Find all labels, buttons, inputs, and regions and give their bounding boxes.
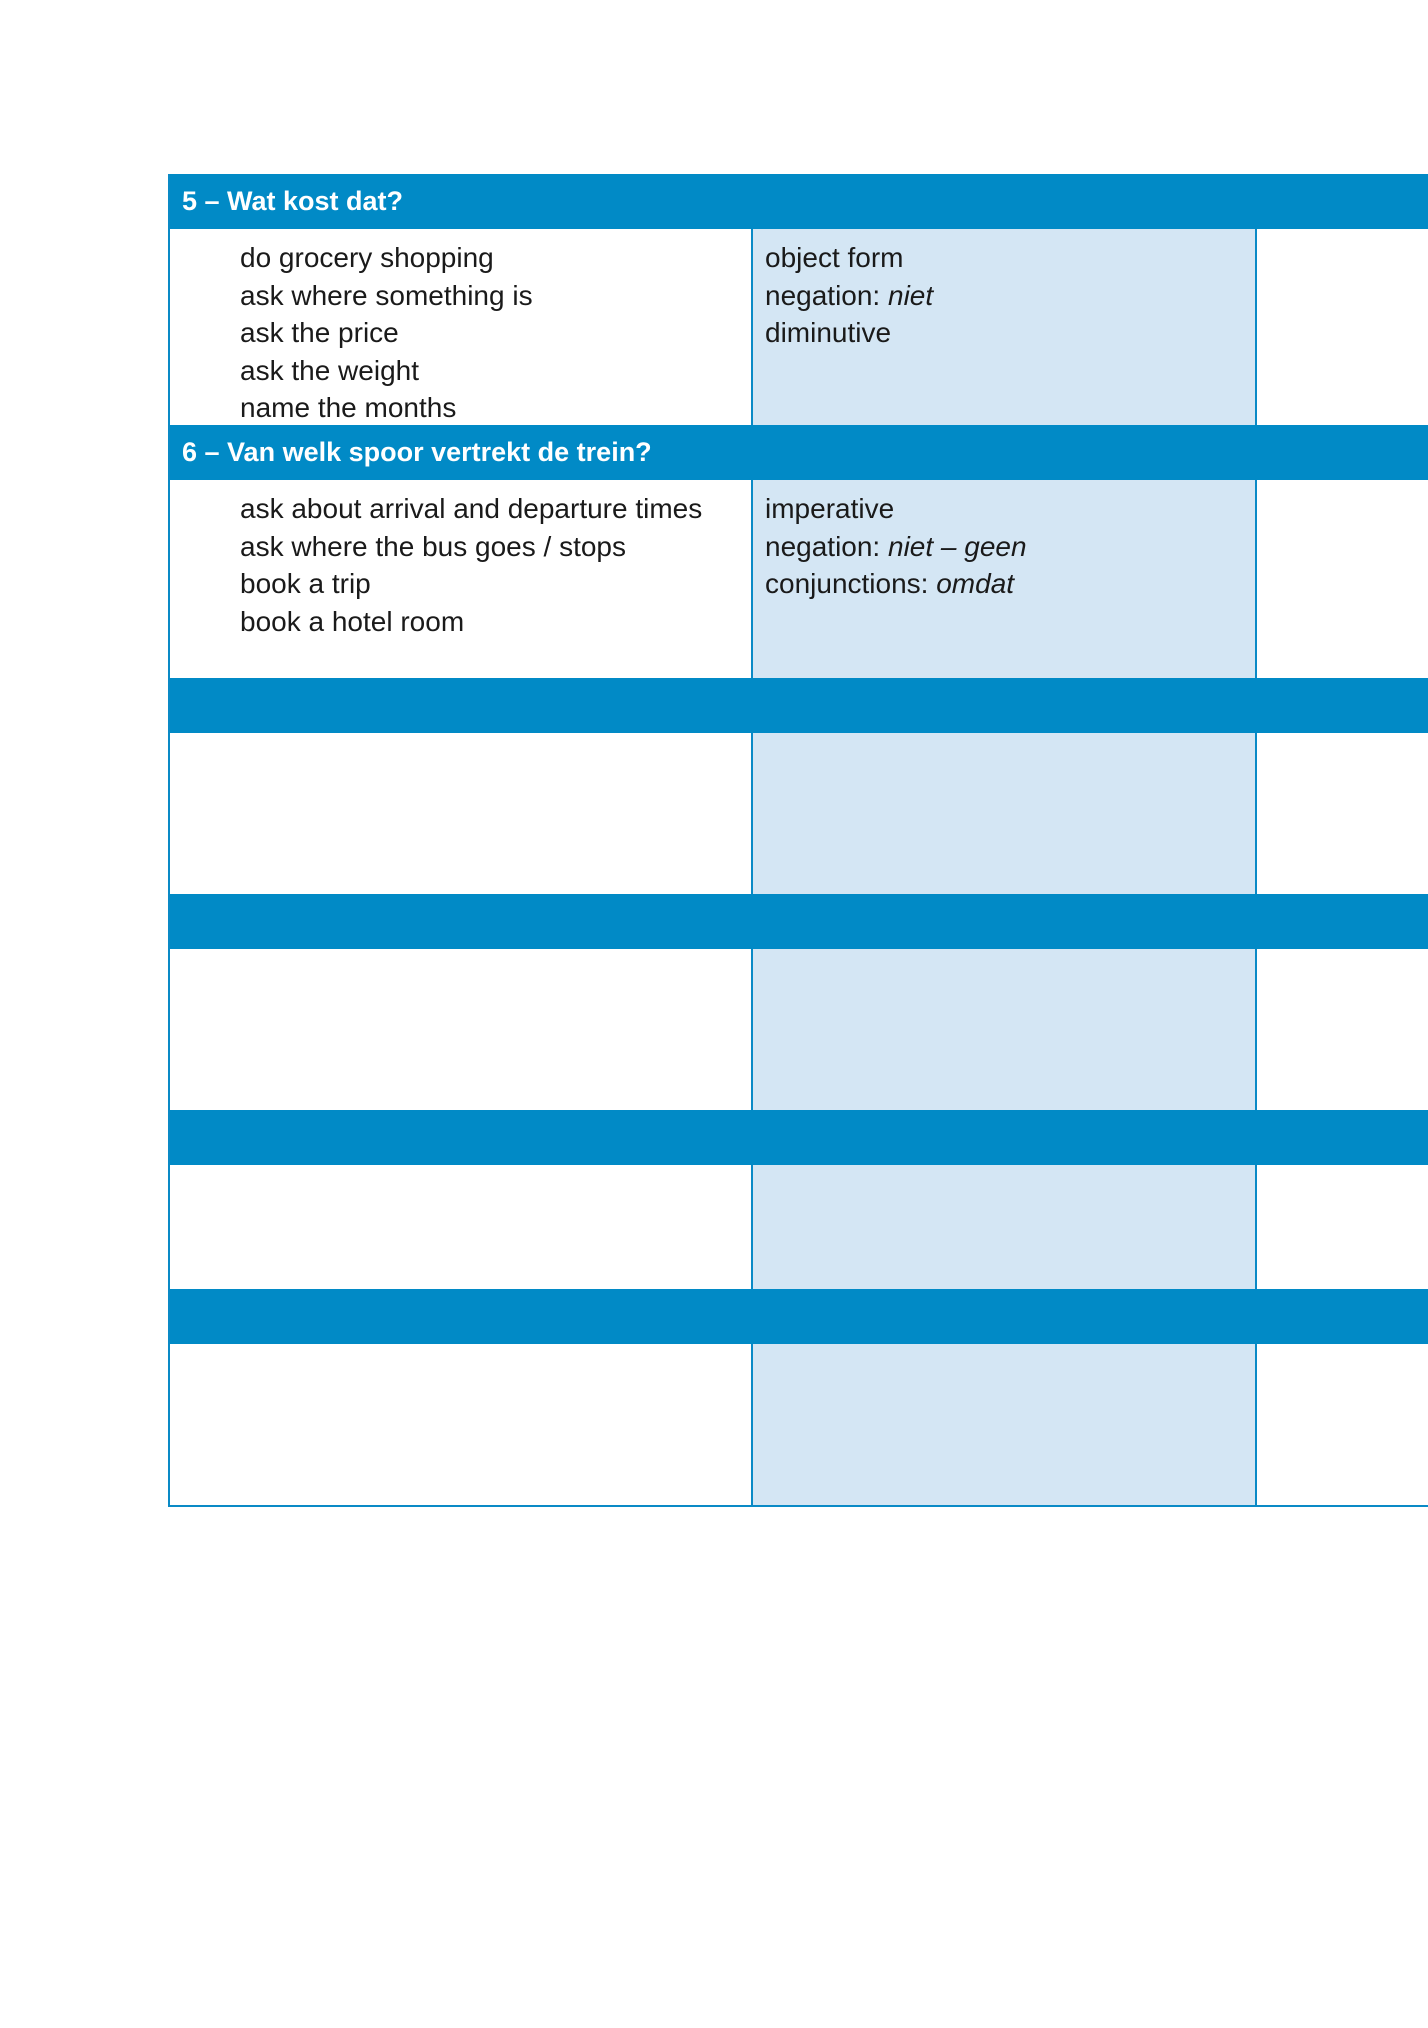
grammar-item: imperative xyxy=(765,493,895,524)
section-header xyxy=(170,1289,1428,1344)
grammar-column xyxy=(753,949,1257,1110)
grammar-column xyxy=(753,733,1257,894)
section-header xyxy=(170,678,1428,733)
grammar-item: diminutive xyxy=(765,317,892,348)
skill-item: name the months xyxy=(240,392,457,423)
section-row xyxy=(170,1344,1428,1505)
section-row xyxy=(170,1165,1428,1289)
skill-item: book a trip xyxy=(240,568,371,599)
grammar-item: conjunctions: omdat xyxy=(765,568,1015,599)
skill-item: book a hotel room xyxy=(240,605,465,637)
section-row xyxy=(170,229,1428,425)
skills-column xyxy=(170,1344,753,1505)
section-header xyxy=(170,1110,1428,1165)
grammar-column xyxy=(753,480,1257,678)
grammar-column xyxy=(753,1344,1257,1505)
skill-item: ask where the bus goes / stops xyxy=(240,530,626,562)
skills-column xyxy=(170,949,753,1110)
skill-item: do grocery shopping xyxy=(240,242,494,273)
overview-table xyxy=(168,174,1428,1507)
skill-item: ask the price xyxy=(240,317,399,348)
notes-column xyxy=(1257,949,1428,1110)
section-row xyxy=(170,949,1428,1110)
skill-item: ask the weight xyxy=(240,354,419,386)
notes-column xyxy=(1257,229,1428,425)
skills-column xyxy=(170,733,753,894)
skills-column xyxy=(170,229,753,425)
grammar-column xyxy=(753,1165,1257,1289)
section-header xyxy=(170,894,1428,949)
grammar-column xyxy=(753,229,1257,425)
section-row xyxy=(170,480,1428,678)
notes-column xyxy=(1257,480,1428,678)
skills-column xyxy=(170,480,753,678)
skills-column xyxy=(170,1165,753,1289)
grammar-item: negation: niet – geen xyxy=(765,530,1027,562)
notes-column xyxy=(1257,733,1428,894)
section-header: 5 – Wat kost dat? xyxy=(170,174,1428,229)
notes-column xyxy=(1257,1165,1428,1289)
section-row xyxy=(170,733,1428,894)
section-header: 6 – Van welk spoor vertrekt de trein? xyxy=(170,425,1428,480)
notes-column xyxy=(1257,1344,1428,1505)
grammar-item: object form xyxy=(765,242,904,273)
skill-item: ask where something is xyxy=(240,279,533,311)
skill-item: ask about arrival and departure times xyxy=(240,493,703,524)
grammar-item: negation: niet xyxy=(765,279,934,311)
